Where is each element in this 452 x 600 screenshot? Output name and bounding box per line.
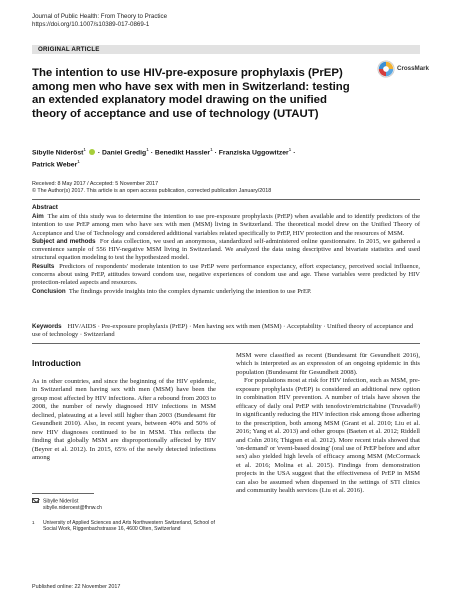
left-column	[32, 378, 216, 463]
section-heading-introduction: Introduction	[32, 358, 81, 368]
correspondence-name: Sibylle Nideröst	[43, 498, 79, 505]
author-affiliation-marker: 1	[210, 148, 213, 153]
right-column	[236, 352, 420, 496]
crossmark-icon	[377, 60, 395, 78]
keywords	[32, 323, 420, 340]
affiliation-note	[32, 520, 216, 532]
intro-paragraph: For populations most at risk for HIV infection, such as MSM, pre-exposure prophylaxis (PrEP) is considered an additional new option in combination HIV prevention. A number of trials have shown the efficacy of daily oral PrEP with tenofovir/emtricitabine (Truvada®) in significantly reducing the HIV infection risk among those adhering to the prescription, both among MSM (Grant et al. 2010; Liu et al. 2016; Yang et al. 2013) and other groups (Baeten et al. 2012; Riddell and Cohn 2016; Thigpen et al. 2012). More recent trials showed that 'on-demand' or 'event-based dosing' (oral use of PrEP before and after sex) also yielded high levels of efficacy among MSM (McCormack et al. 2016; Molina et al. 2015). Findings from demonstration projects in the USA suggest that the effectiveness of PrEP in MSM can also be assumed when dispensed in the settings of STI clinics and community health services (Liu et al. 2016).	[236, 377, 420, 495]
abstract-aim-text: The aim of this study was to determine the intention to use pre-exposure prophylaxis (PrEP) when available and to identify predictors of the intention to use PrEP among men who have sex with men (MSM) living in Switzerland. The theoretical model drew on the Unified Theory of Acceptance and Use of Technology and considered additional variables related specifically to PrEP, HIV protection and the resources of MSM.	[32, 213, 420, 237]
journal-header	[32, 13, 167, 29]
author-name[interactable]: Patrick Weber	[32, 161, 78, 169]
author-affiliation-marker: 1	[146, 148, 149, 153]
article-dates	[32, 181, 271, 195]
abstract-methods-text: For data collection, we used an anonymous, standardized self-administered online questionnaire. In 2015, we gathered a convenience sample of 556 HIV-negative MSM living in Switzerland. We analyzed the data using descriptive and bivariate statistics and used structural equation modeling to test the hypothesized model.	[32, 237, 420, 262]
journal-doi[interactable]: https://doi.org/10.1007/s10389-017-0869-1	[32, 21, 150, 28]
author-separator: ·	[97, 149, 101, 157]
author-affiliation-marker: 1	[288, 148, 292, 153]
abstract-methods-label: Subject and methods	[32, 237, 96, 245]
author-list	[32, 146, 372, 171]
abstract-methods	[32, 238, 420, 263]
abstract-results-text: Predictors of respondents' moderate intention to use PrEP were performance expectancy, effort expectancy, perceived social influence, concerns about using PrEP, attitudes toward condom use, negative experiences of condom use and age. These variables were predicted by HIV protection-related aspects and resources.	[32, 262, 420, 287]
author-name[interactable]: Sibylle Nideröst	[32, 149, 84, 157]
intro-paragraph: As in other countries, and since the beginning of the HIV epidemic, in Switzerland men having sex with men (MSM) have been the group most affected by HIV infections. After a rebound from 2003 to 2008, the number of newly diagnosed HIV infections in MSM declined, plateauing at a level still higher than 2003 (Bundesamt für Gesundheit 2010). Also, in recent years, between 40% and 50% of new HIV diagnoses continued to be in MSM. This reflects the finding that globally MSM are disproportionally affected by HIV (Beyrer et al. 2012). In 2015, 65% of the newly detected infections among	[32, 378, 216, 462]
affiliation-text: University of Applied Sciences and Arts Northwestern Switzerland, School of Social Work, Riggenbachstrasse 16, 4600 Olten, Switzerland	[43, 520, 215, 533]
published-online: Published online: 22 November 2017	[32, 584, 121, 590]
correspondence-email[interactable]: sibylle.nideroest@fhnw.ch	[43, 504, 102, 511]
author-separator: ·	[293, 149, 296, 157]
correspondence-note	[32, 498, 216, 511]
abstract-aim	[32, 213, 420, 238]
journal-name: Journal of Public Health: From Theory to Practice	[32, 13, 168, 20]
crossmark-badge[interactable]	[377, 60, 429, 80]
abstract-results	[32, 263, 420, 288]
keywords-label: Keywords	[32, 323, 62, 330]
article-type: ORIGINAL ARTICLE	[38, 46, 100, 53]
author-affiliation-marker: 1	[83, 148, 87, 153]
abstract-heading: Abstract	[32, 204, 58, 211]
orcid-icon[interactable]	[89, 149, 95, 155]
envelope-icon	[32, 498, 39, 503]
abstract-conclusion-text: The findings provide insights into the complex dynamic underlying the intention to use PrEP.	[68, 287, 312, 295]
author-affiliation-marker: 1	[77, 160, 80, 166]
affiliation-number: 1	[32, 520, 35, 525]
abstract-conclusion-label: Conclusion	[32, 287, 66, 295]
article-type-bar	[32, 45, 420, 54]
keywords-text: HIV/AIDS · Pre-exposure prophylaxis (PrEP) · Men having sex with men (MSM) · Acceptability · Unified theory of acceptance and use of technology · Switzerland	[32, 323, 414, 339]
divider	[32, 199, 420, 200]
author-name[interactable]: Benedikt Hassler	[154, 149, 211, 157]
abstract-body	[32, 213, 420, 296]
crossmark-label: CrossMark	[397, 65, 429, 72]
divider	[32, 343, 420, 344]
abstract-conclusion	[32, 288, 420, 296]
abstract-aim-label: Aim	[32, 213, 44, 220]
author-separator: ·	[150, 149, 154, 157]
author-separator: ·	[214, 149, 217, 157]
received-accepted: Received: 8 May 2017 / Accepted: 5 November 2017	[32, 181, 159, 187]
abstract-results-label: Results	[32, 262, 55, 270]
intro-paragraph: MSM were classified as recent (Bundesamt für Gesundheit 2016), which is interpreted as an expression of an ongoing epidemic in this population (Bundesamt für Gesundheit 2008).	[236, 352, 420, 376]
copyright-line: © The Author(s) 2017. This article is an open access publication, corrected publication January/2018	[32, 188, 272, 194]
author-name[interactable]: Daniel Gredig	[101, 149, 147, 157]
article-title: The intention to use HIV-pre-exposure prophylaxis (PrEP) among men who have sex with men in Switzerland: testing an extended explanatory model drawing on the unified theory of acceptance and use of technology (UTAUT)	[32, 67, 350, 120]
author-name[interactable]: Franziska Uggowitzer	[218, 149, 289, 157]
footnote-divider	[32, 493, 94, 494]
